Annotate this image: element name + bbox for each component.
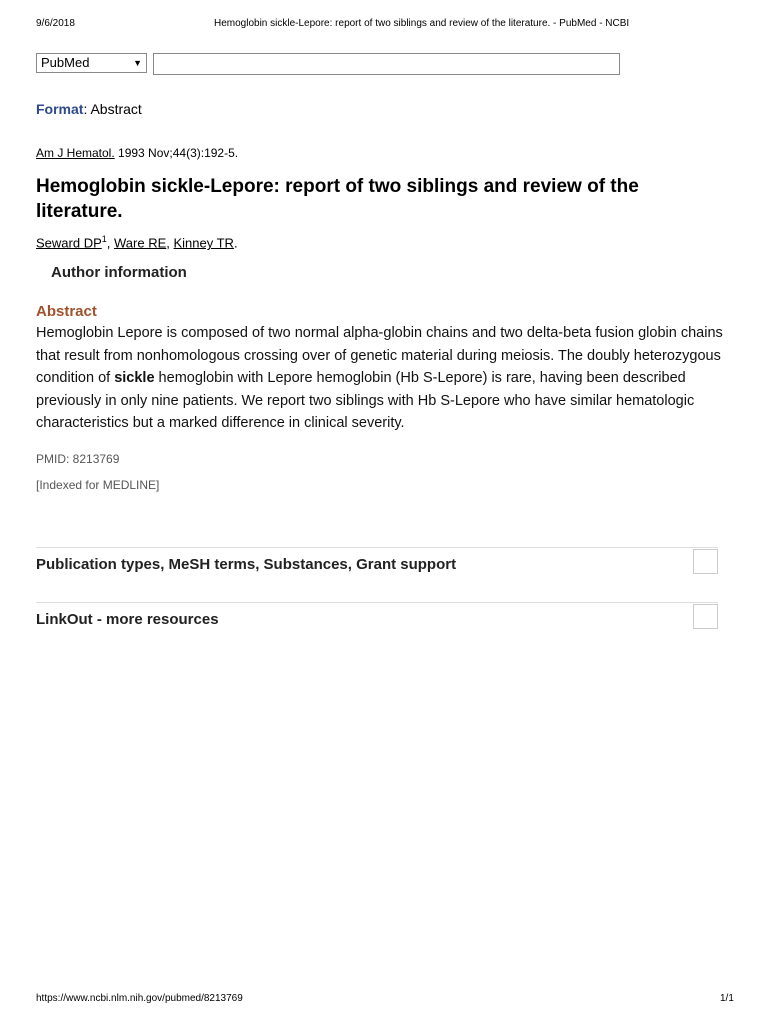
- citation: [36, 146, 238, 160]
- section-divider: [36, 547, 718, 548]
- citation-details: 1993 Nov;44(3):192-5.: [114, 146, 239, 160]
- abstract-highlight: sickle: [114, 370, 155, 386]
- format-line: [36, 101, 142, 117]
- affiliation-marker[interactable]: 1: [101, 234, 107, 244]
- author-link[interactable]: Seward DP: [36, 235, 102, 251]
- database-select[interactable]: [36, 53, 147, 73]
- journal-link[interactable]: Am J Hematol.: [36, 146, 115, 160]
- abstract-text-part: Hemoglobin Lepore is composed of two normal alpha-globin chains and two delta-beta fusion globin chains that result from nonhomologous crossing over of genetic material during meiosis. The doubly heterozygous condition of: [36, 325, 723, 386]
- abstract-heading: Abstract: [36, 303, 97, 320]
- pmid: PMID: 8213769: [36, 452, 120, 466]
- print-date: 9/6/2018: [36, 18, 75, 29]
- author-separator: ,: [166, 235, 174, 251]
- article-title: Hemoglobin sickle-Lepore: report of two siblings and review of the literature.: [36, 176, 639, 222]
- format-separator: :: [83, 101, 91, 117]
- database-select-value: PubMed: [41, 55, 90, 70]
- dropdown-arrow-icon: ▼: [133, 58, 142, 68]
- author-separator: ,: [106, 235, 114, 251]
- footer-url: https://www.ncbi.nlm.nih.gov/pubmed/8213769: [36, 993, 243, 1004]
- author-separator: .: [233, 235, 238, 251]
- format-value: Abstract: [90, 101, 142, 117]
- expand-toggle-box[interactable]: [693, 549, 718, 574]
- print-page-title: Hemoglobin sickle-Lepore: report of two siblings and review of the literature. - PubMed - NCBI: [214, 18, 630, 29]
- linkout-section-toggle[interactable]: LinkOut - more resources: [36, 611, 219, 628]
- search-input[interactable]: [153, 53, 620, 75]
- abstract-text: [36, 322, 726, 435]
- abstract-text-part: hemoglobin with Lepore hemoglobin (Hb S-Lepore) is rare, having been described previously in only nine patients. We report two siblings with Hb S-Lepore who have similar hematologic characteristics but a marked difference in clinical severity.: [36, 370, 695, 431]
- author-list: [36, 234, 238, 250]
- expand-toggle-box[interactable]: [693, 604, 718, 629]
- author-information-toggle[interactable]: Author information: [51, 264, 187, 281]
- author-link[interactable]: Kinney TR: [173, 235, 234, 251]
- footer-page-number: 1/1: [720, 993, 734, 1004]
- section-divider: [36, 602, 718, 603]
- publication-types-section-toggle[interactable]: Publication types, MeSH terms, Substances, Grant support: [36, 556, 457, 573]
- indexed-for-medline: [Indexed for MEDLINE]: [36, 478, 160, 492]
- format-label[interactable]: Format: [36, 101, 84, 117]
- author-link[interactable]: Ware RE: [114, 235, 167, 251]
